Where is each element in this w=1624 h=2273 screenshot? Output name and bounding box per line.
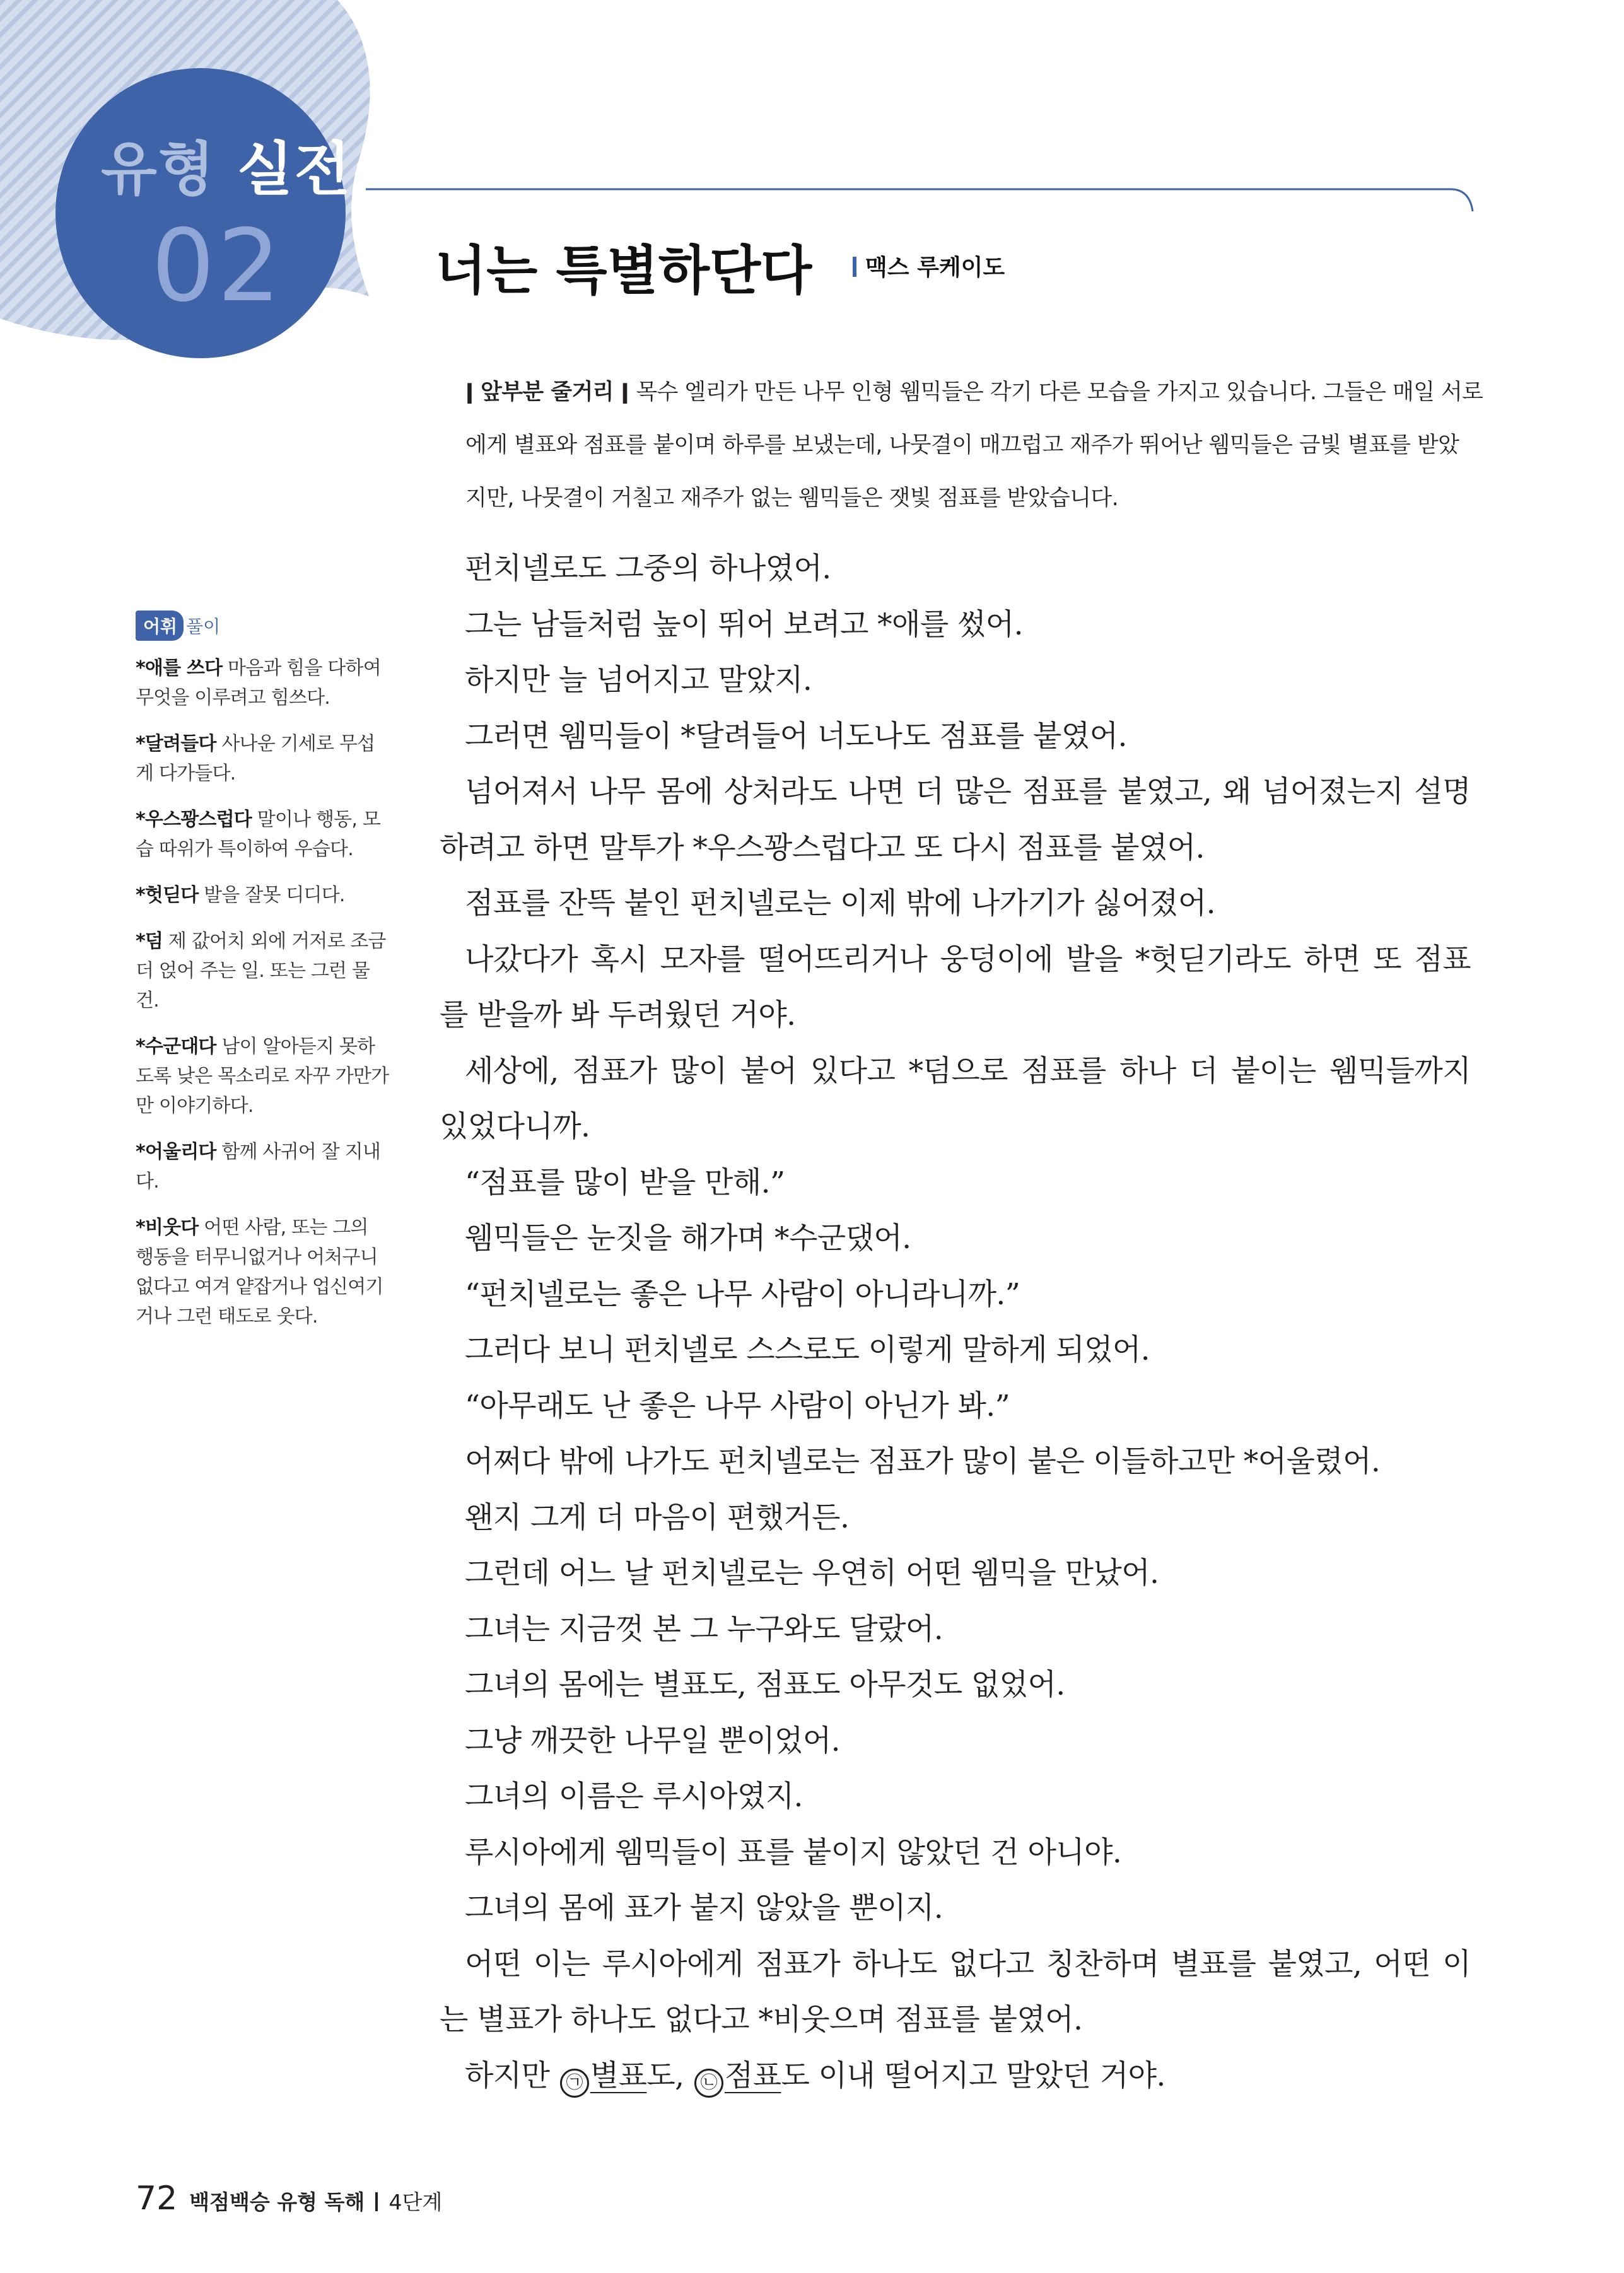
book-title: 백점백승 유형 독해 xyxy=(189,2190,365,2214)
story-line: “펀치넬로는 좋은 나무 사람이 아니라니까.” xyxy=(465,1277,1020,1312)
badge-label-light: 유형 xyxy=(101,136,216,203)
vocab-item: *비웃다 어떤 사람, 또는 그의 행동을 터무니없거나 어처구니없다고 여겨 얕잡거나 업신여기거나 그런 태도로 웃다. xyxy=(136,1217,383,1328)
marker-2: ㉡ xyxy=(694,2069,723,2098)
vocab-item: *우스꽝스럽다 말이나 행동, 모습 따위가 특이하여 우습다. xyxy=(136,809,380,860)
story-line: 웸믹들은 눈짓을 해가며 *수군댔어. xyxy=(465,1221,911,1256)
page-number: 72 xyxy=(136,2180,178,2217)
story-line: “점표를 많이 받을 만해.” xyxy=(465,1165,785,1200)
underlined-word-2: 점표 xyxy=(724,2058,781,2093)
vocab-item: *달려들다 사나운 기세로 무섭게 다가들다. xyxy=(136,733,375,785)
vocab-item: *수군대다 남이 알아듣지 못하도록 낮은 목소리로 자꾸 가만가만 이야기하다. xyxy=(136,1036,389,1117)
marker-1: ㉠ xyxy=(560,2069,589,2098)
vocabulary-header xyxy=(136,611,391,640)
summary-label: ǀ 앞부분 줄거리 ǀ xyxy=(465,380,636,405)
story-line: 그러다 보니 펀치넬로 스스로도 이렇게 말하게 되었어. xyxy=(465,1333,1150,1367)
vocab-item: *어울리다 함께 사귀어 잘 지내다. xyxy=(136,1141,380,1193)
story-line: 그냥 깨끗한 나무일 뿐이었어. xyxy=(465,1723,840,1758)
vocab-item: *애를 쓰다 마음과 힘을 다하여 무엇을 이루려고 힘쓰다. xyxy=(136,657,381,709)
story-line: 하지만 늘 넘어지고 말았지. xyxy=(465,663,812,698)
story-line: 그녀의 이름은 루시아였지. xyxy=(465,1779,803,1814)
vocab-item: *덤 제 값어치 외에 거저로 조금 더 얹어 주는 일. 또는 그런 물건. xyxy=(136,930,386,1012)
story-body xyxy=(440,541,1471,2104)
vocabulary-tag: 어휘 xyxy=(136,611,184,641)
story-line: 왠지 그게 더 마음이 편했거든. xyxy=(465,1500,850,1535)
plot-summary xyxy=(465,366,1483,525)
vocabulary-tag-suffix: 풀이 xyxy=(186,616,221,637)
story-line: 어쩌다 밖에 나가도 펀치넬로는 점표가 많이 붙은 이들하고만 *어울렸어. xyxy=(465,1444,1381,1479)
book-level: 4단계 xyxy=(388,2190,443,2214)
story-line: 넘어져서 나무 몸에 상처라도 나면 더 많은 점표를 붙였고, 왜 넘어졌는지 설명 xyxy=(465,774,1471,809)
vocabulary-sidebar xyxy=(136,611,391,1348)
footer-separator xyxy=(375,2192,378,2211)
story-line: 그녀의 몸에는 별표도, 점표도 아무것도 없었어. xyxy=(465,1668,1065,1702)
badge-label xyxy=(101,123,352,206)
page-title: 너는 특별하단다 xyxy=(435,240,812,301)
story-line: 그는 남들처럼 높이 뛰어 보려고 *애를 썼어. xyxy=(465,607,1023,642)
summary-line: 지만, 나뭇결이 거칠고 재주가 없는 웸믹들은 잿빛 점표를 받았습니다. xyxy=(465,486,1119,511)
story-line: 그러면 웸믹들이 *달려들어 너도나도 점표를 붙였어. xyxy=(465,718,1127,754)
story-line: 어떤 이는 루시아에게 점표가 하나도 없다고 칭찬하며 별표를 붙였고, 어떤 이 xyxy=(465,1946,1471,1982)
story-line: 세상에, 점표가 많이 붙어 있다고 *덤으로 점표를 하나 더 붙이는 웸믹들까지 xyxy=(465,1053,1471,1089)
story-line: 있었다니까. xyxy=(440,1109,590,1144)
story-line: 는 별표가 하나도 없다고 *비웃으며 점표를 붙였어. xyxy=(440,2002,1083,2037)
story-line: “아무래도 난 좋은 나무 사람이 아닌가 봐.” xyxy=(465,1388,1010,1423)
story-line: 점표를 잔뜩 붙인 펀치넬로는 이제 밖에 나가기가 싫어졌어. xyxy=(465,886,1215,921)
story-line: 그런데 어느 날 펀치넬로는 우연히 어떤 웸믹을 만났어. xyxy=(465,1556,1159,1591)
story-line: 그녀는 지금껏 본 그 누구와도 달랐어. xyxy=(465,1611,943,1647)
header-divider xyxy=(366,183,1476,221)
story-author: 맥스 루케이도 xyxy=(853,250,1005,282)
story-line-last: 하지만 ㉠ 별표도, ㉡ 점표도 이내 떨어지고 말았던 거야. xyxy=(440,2048,1471,2105)
summary-line: 에게 별표와 점표를 붙이며 하루를 보냈는데, 나뭇결이 매끄럽고 재주가 뛰어난 웸믹들은 금빛 별표를 받았 xyxy=(465,433,1459,458)
page-footer xyxy=(136,2180,442,2217)
story-line: 펀치넬로도 그중의 하나였어. xyxy=(465,551,831,586)
story-line: 나갔다가 혹시 모자를 떨어뜨리거나 웅덩이에 발을 *헛딛기라도 하면 또 점표 xyxy=(465,942,1471,977)
summary-line: ǀ 앞부분 줄거리 ǀ 목수 엘리가 만든 나무 인형 웸믹들은 각기 다른 모습을 가지고 있습니다. 그들은 매일 서로 xyxy=(465,380,1483,405)
story-line: 루시아에게 웸믹들이 표를 붙이지 않았던 건 아니야. xyxy=(465,1835,1122,1870)
badge-label-dark: 실전 xyxy=(237,136,352,203)
badge-number: 02 xyxy=(151,208,284,324)
vocab-item: *헛딛다 발을 잘못 디디다. xyxy=(136,884,345,906)
underlined-word-1: 별표 xyxy=(590,2058,647,2093)
story-line: 그녀의 몸에 표가 붙지 않았을 뿐이지. xyxy=(465,1891,943,1925)
story-line: 를 받을까 봐 두려웠던 거야. xyxy=(440,998,796,1032)
story-line: 하려고 하면 말투가 *우스꽝스럽다고 또 다시 점표를 붙였어. xyxy=(440,830,1205,865)
